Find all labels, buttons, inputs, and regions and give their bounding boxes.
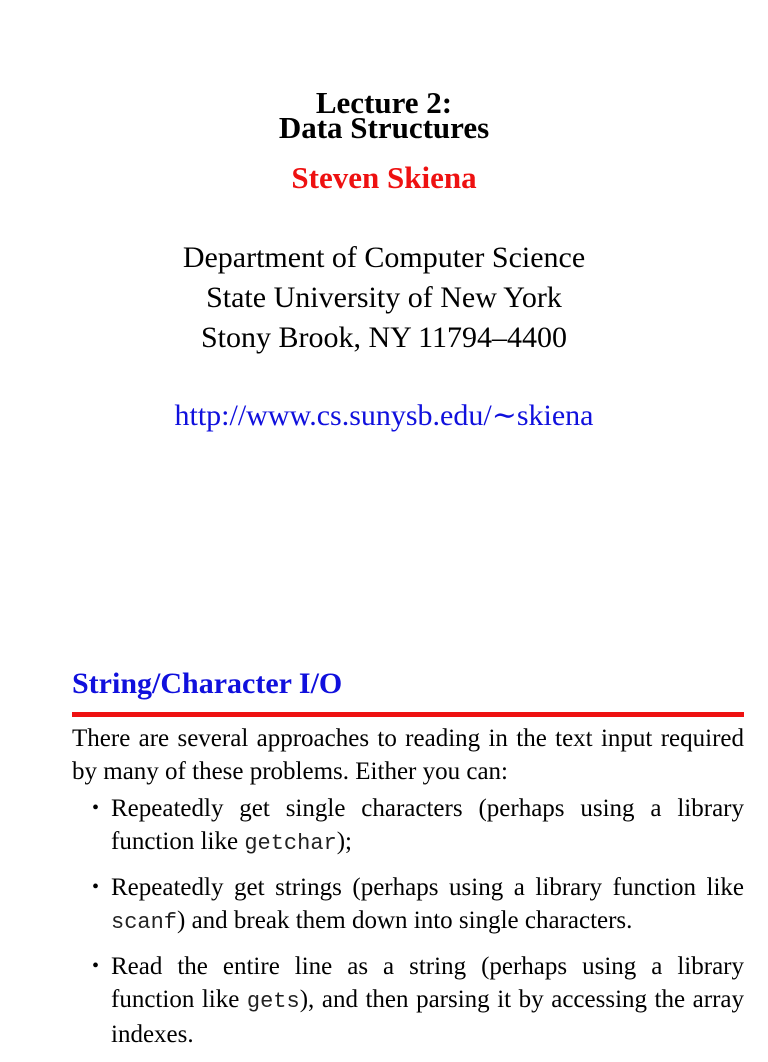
list-item <box>72 950 744 1051</box>
section-heading: String/Character I/O <box>72 667 343 700</box>
bullet-text: ) and break them down into single characters. <box>177 907 633 934</box>
lecture-number: Lecture 2: <box>315 85 453 120</box>
code-snippet: getchar <box>244 831 337 856</box>
approach-list <box>72 792 744 1051</box>
homepage-link[interactable]: http://www.cs.sunysb.edu/∼skiena <box>174 399 594 432</box>
code-snippet: gets <box>246 989 300 1014</box>
bullet-icon: • <box>92 797 100 819</box>
code-snippet: scanf <box>111 910 178 935</box>
affiliation-university: State University of New York <box>206 281 562 314</box>
section-string-io <box>72 662 744 1062</box>
affiliation-address: Stony Brook, NY 11794–4400 <box>200 321 568 354</box>
bullet-text: Read the entire line as a string (perhaps using a library function like <box>111 953 744 1013</box>
bullet-text: Repeatedly get single characters (perhaps using a library function like <box>111 795 744 855</box>
bullet-icon: • <box>92 955 100 977</box>
list-item <box>72 792 744 860</box>
author-name: Steven Skiena <box>291 160 477 195</box>
bullet-text: ), and then parsing it by accessing the array indexes. <box>111 986 744 1048</box>
bullet-icon: • <box>92 876 100 898</box>
section-intro: There are several approaches to reading in the text input required by many of these problems. Either you can: <box>72 725 744 785</box>
lecture-title: Data Structures <box>278 110 490 145</box>
bullet-text: Repeatedly get strings (perhaps using a library function like <box>111 874 744 901</box>
list-item <box>72 871 744 939</box>
bullet-text: ); <box>336 828 353 855</box>
section-divider <box>72 712 744 717</box>
title-block <box>0 85 768 434</box>
affiliation-department: Department of Computer Science <box>182 241 586 274</box>
affiliation <box>0 238 768 358</box>
